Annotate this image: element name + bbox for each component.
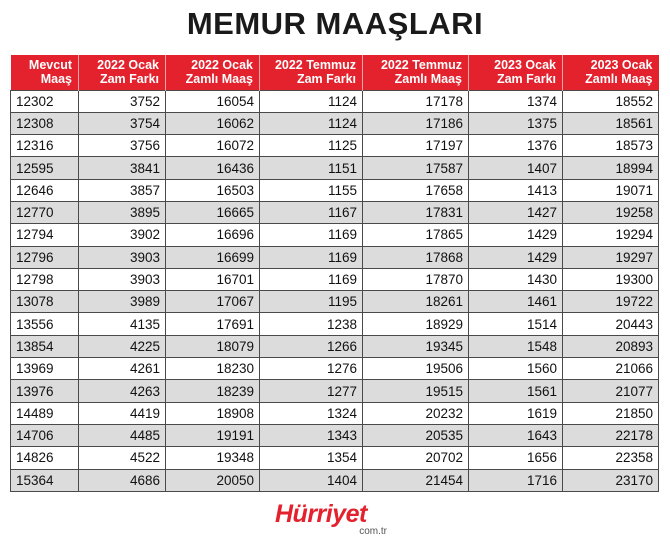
column-header-line: Maaş [40, 72, 72, 87]
table-cell: 18908 [166, 402, 260, 424]
table-cell: 1324 [260, 402, 363, 424]
table-cell: 3902 [79, 224, 166, 246]
table-cell: 1429 [469, 224, 563, 246]
table-cell: 1560 [469, 358, 563, 380]
table-cell: 3752 [79, 90, 166, 112]
table-cell: 16665 [166, 201, 260, 223]
table-cell: 13854 [11, 335, 79, 357]
table-cell: 1716 [469, 469, 563, 491]
table-cell: 4263 [79, 380, 166, 402]
table-cell: 14706 [11, 424, 79, 446]
column-header-line: 2022 Ocak [97, 58, 159, 73]
table-row [11, 268, 659, 290]
table-cell: 1430 [469, 268, 563, 290]
table-cell: 16696 [166, 224, 260, 246]
table-cell: 18929 [363, 313, 469, 335]
table-cell: 21850 [563, 402, 659, 424]
table-row [11, 291, 659, 313]
table-cell: 21454 [363, 469, 469, 491]
table-cell: 18994 [563, 157, 659, 179]
column-header [79, 55, 166, 90]
table-cell: 12770 [11, 201, 79, 223]
table-cell: 1266 [260, 335, 363, 357]
table-cell: 17178 [363, 90, 469, 112]
table-cell: 3857 [79, 179, 166, 201]
table-cell: 1169 [260, 268, 363, 290]
table-cell: 17067 [166, 291, 260, 313]
table-cell: 20232 [363, 402, 469, 424]
table-cell: 1656 [469, 447, 563, 469]
table-cell: 4261 [79, 358, 166, 380]
table-cell: 21066 [563, 358, 659, 380]
table-cell: 1429 [469, 246, 563, 268]
logo-domain: com.tr [359, 526, 387, 537]
table-cell: 3895 [79, 201, 166, 223]
column-header [11, 55, 79, 90]
table-cell: 17658 [363, 179, 469, 201]
table-cell: 1238 [260, 313, 363, 335]
table-cell: 13969 [11, 358, 79, 380]
table-cell: 17197 [363, 135, 469, 157]
column-header [469, 55, 563, 90]
table-cell: 1151 [260, 157, 363, 179]
table-cell: 20893 [563, 335, 659, 357]
column-header-line: Zam Farkı [99, 72, 159, 87]
table-cell: 1354 [260, 447, 363, 469]
table-row [11, 224, 659, 246]
table-cell: 18079 [166, 335, 260, 357]
table-row [11, 157, 659, 179]
table-cell: 19515 [363, 380, 469, 402]
table-cell: 19345 [363, 335, 469, 357]
table-row [11, 447, 659, 469]
column-header-line: 2022 Temmuz [274, 58, 356, 73]
table-cell: 1277 [260, 380, 363, 402]
column-header-line: Zamlı Maaş [585, 72, 653, 87]
column-header-line: 2022 Ocak [191, 58, 253, 73]
table-cell: 20443 [563, 313, 659, 335]
table-cell: 18239 [166, 380, 260, 402]
table-cell: 4419 [79, 402, 166, 424]
table-cell: 1404 [260, 469, 363, 491]
table-cell: 12798 [11, 268, 79, 290]
table-row [11, 201, 659, 223]
table-cell: 19191 [166, 424, 260, 446]
table-cell: 17865 [363, 224, 469, 246]
table-cell: 1376 [469, 135, 563, 157]
salary-table [10, 55, 659, 492]
table-cell: 16701 [166, 268, 260, 290]
table-cell: 22178 [563, 424, 659, 446]
table-cell: 3841 [79, 157, 166, 179]
table-cell: 13078 [11, 291, 79, 313]
table-cell: 1413 [469, 179, 563, 201]
table-cell: 1343 [260, 424, 363, 446]
table-cell: 16503 [166, 179, 260, 201]
table-row [11, 246, 659, 268]
table-cell: 13976 [11, 380, 79, 402]
column-header-line: Zam Farkı [496, 72, 556, 87]
table-cell: 19294 [563, 224, 659, 246]
column-header-line: 2022 Temmuz [380, 58, 462, 73]
table-cell: 15364 [11, 469, 79, 491]
table-cell: 1195 [260, 291, 363, 313]
table-cell: 18552 [563, 90, 659, 112]
table-cell: 16699 [166, 246, 260, 268]
table-cell: 1461 [469, 291, 563, 313]
table-cell: 4686 [79, 469, 166, 491]
table-cell: 17587 [363, 157, 469, 179]
table-cell: 21077 [563, 380, 659, 402]
column-header-line: Zam Farkı [296, 72, 356, 87]
table-cell: 4225 [79, 335, 166, 357]
table-cell: 16054 [166, 90, 260, 112]
column-header-line: 2023 Ocak [494, 58, 556, 73]
table-cell: 19506 [363, 358, 469, 380]
table-cell: 18230 [166, 358, 260, 380]
table-cell: 12302 [11, 90, 79, 112]
table-row [11, 469, 659, 491]
table-cell: 3903 [79, 268, 166, 290]
page-title: MEMUR MAAŞLARI [186, 6, 484, 41]
table-row [11, 135, 659, 157]
table-cell: 18573 [563, 135, 659, 157]
column-header [260, 55, 363, 90]
table-cell: 12796 [11, 246, 79, 268]
table-cell: 12308 [11, 112, 79, 134]
column-header [563, 55, 659, 90]
table-cell: 12646 [11, 179, 79, 201]
table-cell: 19348 [166, 447, 260, 469]
table-cell: 1561 [469, 380, 563, 402]
hurriyet-logo [275, 500, 395, 540]
table-cell: 1514 [469, 313, 563, 335]
table-row [11, 424, 659, 446]
table-cell: 1374 [469, 90, 563, 112]
table-row [11, 402, 659, 424]
table-cell: 16436 [166, 157, 260, 179]
table-row [11, 335, 659, 357]
table-cell: 19258 [563, 201, 659, 223]
table-cell: 1124 [260, 90, 363, 112]
table-body [11, 90, 659, 491]
table-cell: 1169 [260, 246, 363, 268]
table-cell: 19297 [563, 246, 659, 268]
table-cell: 13556 [11, 313, 79, 335]
logo-wordmark: Hürriyet [275, 500, 367, 528]
table-cell: 23170 [563, 469, 659, 491]
table-cell: 1169 [260, 224, 363, 246]
table-cell: 1276 [260, 358, 363, 380]
table-cell: 1548 [469, 335, 563, 357]
table-cell: 1167 [260, 201, 363, 223]
column-header-line: Zamlı Maaş [185, 72, 253, 87]
table-cell: 1407 [469, 157, 563, 179]
table-cell: 19300 [563, 268, 659, 290]
table-cell: 17868 [363, 246, 469, 268]
column-header [166, 55, 260, 90]
table-cell: 17186 [363, 112, 469, 134]
table-cell: 18561 [563, 112, 659, 134]
table-cell: 17831 [363, 201, 469, 223]
table-cell: 3756 [79, 135, 166, 157]
table-cell: 3903 [79, 246, 166, 268]
table-header-row [11, 55, 659, 90]
table-cell: 18261 [363, 291, 469, 313]
table-cell: 22358 [563, 447, 659, 469]
table-cell: 4485 [79, 424, 166, 446]
table-cell: 14489 [11, 402, 79, 424]
table-cell: 3989 [79, 291, 166, 313]
table-cell: 19722 [563, 291, 659, 313]
table-cell: 20050 [166, 469, 260, 491]
table-cell: 4522 [79, 447, 166, 469]
table-row [11, 313, 659, 335]
table-cell: 20702 [363, 447, 469, 469]
table-cell: 1155 [260, 179, 363, 201]
table-row [11, 380, 659, 402]
column-header [363, 55, 469, 90]
table-cell: 12595 [11, 157, 79, 179]
column-header-line: Zamlı Maaş [394, 72, 462, 87]
table-cell: 1124 [260, 112, 363, 134]
table-cell: 1375 [469, 112, 563, 134]
table-cell: 4135 [79, 313, 166, 335]
table-row [11, 90, 659, 112]
table-row [11, 179, 659, 201]
table-cell: 12316 [11, 135, 79, 157]
table-cell: 12794 [11, 224, 79, 246]
table-cell: 17691 [166, 313, 260, 335]
table-cell: 1427 [469, 201, 563, 223]
table-row [11, 112, 659, 134]
table-cell: 16072 [166, 135, 260, 157]
column-header-line: Mevcut [28, 58, 72, 73]
table-cell: 1643 [469, 424, 563, 446]
table-cell: 1619 [469, 402, 563, 424]
table-cell: 3754 [79, 112, 166, 134]
table-cell: 1125 [260, 135, 363, 157]
table-cell: 17870 [363, 268, 469, 290]
table-cell: 20535 [363, 424, 469, 446]
table-row [11, 358, 659, 380]
column-header-line: 2023 Ocak [590, 58, 653, 73]
table-cell: 16062 [166, 112, 260, 134]
table-cell: 19071 [563, 179, 659, 201]
table-cell: 14826 [11, 447, 79, 469]
